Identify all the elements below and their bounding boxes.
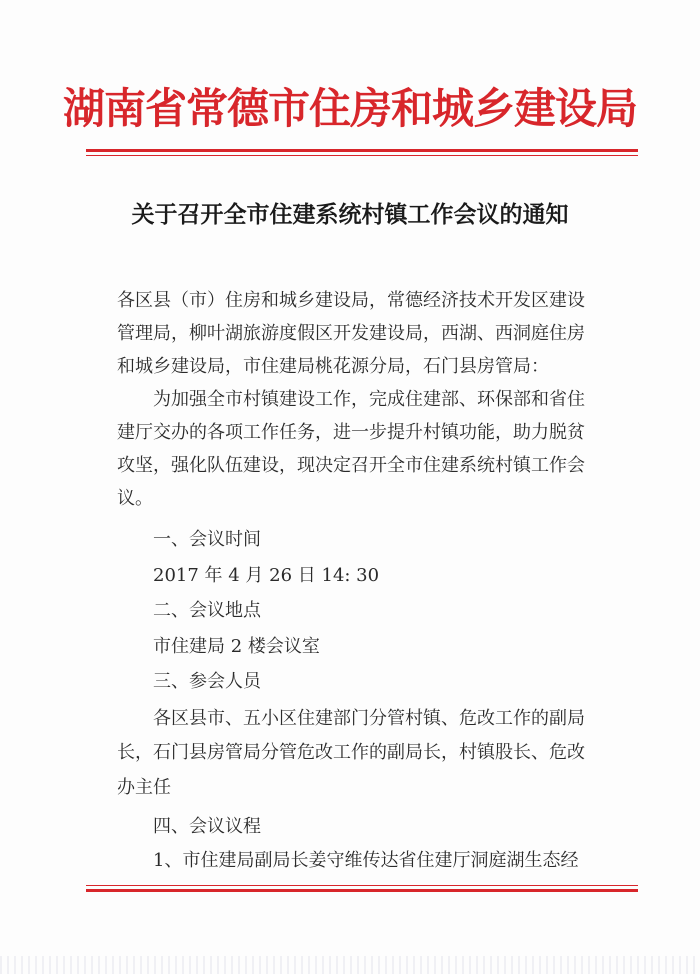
attendees-line-1: 各区县市、五小区住建部门分管村镇、危改工作的副局	[153, 708, 585, 729]
section-4-heading: 四、会议议程	[153, 816, 261, 837]
letterhead-rule-thick	[86, 149, 638, 152]
addressee-line-2: 管理局，柳叶湖旅游度假区开发建设局，西湖、西洞庭住房	[117, 323, 585, 344]
document-title: 关于召开全市住建系统村镇工作会议的通知	[131, 202, 569, 228]
scan-edge-marks	[0, 956, 700, 974]
addressee-line-3: 和城乡建设局，市住建局桃花源分局，石门县房管局：	[117, 356, 549, 377]
footer-rule-thin	[86, 885, 638, 886]
letterhead-org-name: 湖南省常德市住房和城乡建设局	[62, 84, 637, 133]
section-3-heading: 三、参会人员	[153, 671, 261, 692]
intro-line-3: 攻坚，强化队伍建设，现决定召开全市住建系统村镇工作会	[117, 455, 585, 476]
intro-line-4: 议。	[117, 488, 153, 509]
section-1-heading: 一、会议时间	[153, 529, 261, 550]
footer-rule-thick	[86, 889, 638, 892]
intro-line-1: 为加强全市村镇建设工作，完成住建部、环保部和省住	[153, 389, 585, 410]
meeting-location: 市住建局 2 楼会议室	[153, 636, 320, 657]
agenda-item-1: 1、市住建局副局长姜守维传达省住建厅洞庭湖生态经	[153, 850, 579, 871]
addressee-line-1: 各区县（市）住房和城乡建设局，常德经济技术开发区建设	[117, 290, 585, 311]
attendees-line-2: 长，石门县房管局分管危改工作的副局长，村镇股长、危改	[117, 742, 585, 763]
meeting-time: 2017 年 4 月 26 日 14: 30	[153, 565, 380, 586]
letterhead-rule-thin	[86, 155, 638, 156]
section-2-heading: 二、会议地点	[153, 600, 261, 621]
attendees-line-3: 办主任	[117, 777, 171, 798]
intro-line-2: 建厅交办的各项工作任务，进一步提升村镇功能，助力脱贫	[117, 422, 585, 443]
